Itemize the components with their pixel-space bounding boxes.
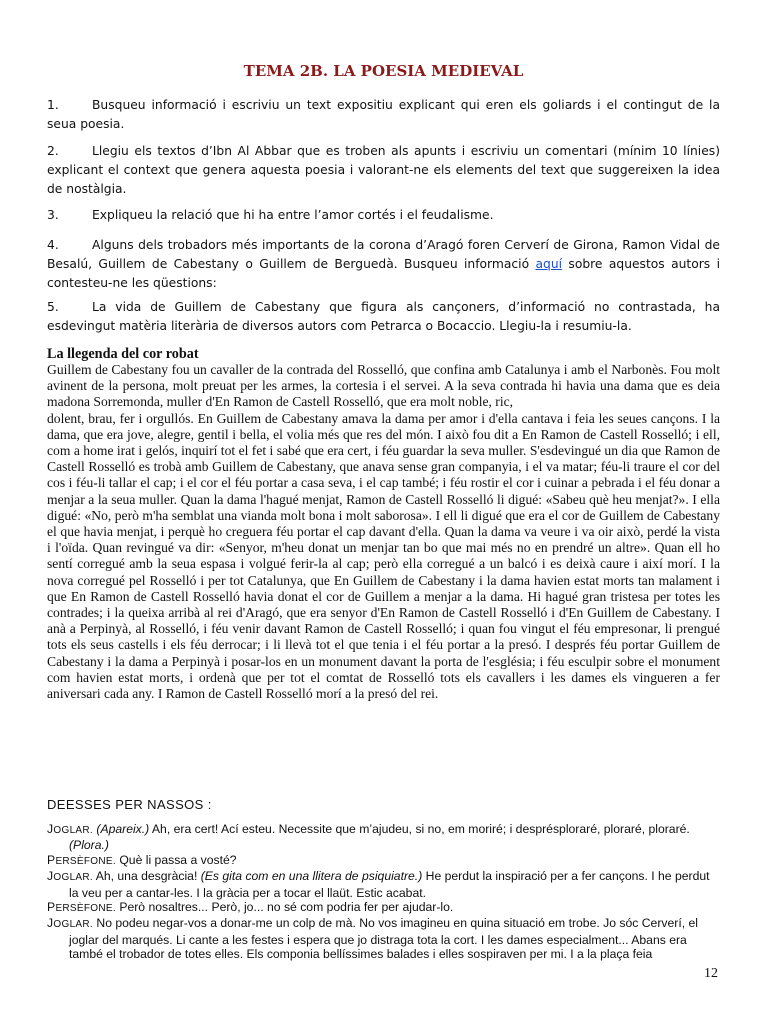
- question-text-after: sobre aquestos autors i contesteu-ne les qüestions:: [47, 257, 720, 290]
- question-text-before: Alguns dels trobadors més importants de la corona d’Aragó foren Cerverí de Girona, Ramon Vidal de Besalú, Guillem de Cabestany o Guillem de Berguedà. Busqueu informació: [47, 238, 720, 271]
- dialogue-text: He perdut la inspiració per a fer cançons. I he perdut la veu per a cantar-les. I la gràcia per a tocar el llaüt. Estic acabat.: [69, 869, 710, 900]
- dialogue: [47, 822, 720, 962]
- question-number: 4.: [47, 238, 59, 252]
- dialogue-line: [47, 853, 720, 869]
- speaker-name: JOGLAR.: [47, 822, 93, 836]
- page-number: 12: [704, 966, 718, 981]
- page-title: TEMA 2B. LA POESIA MEDIEVAL: [243, 62, 524, 80]
- question-text: Busqueu informació i escriviu un text expositiu explicant qui eren els goliards i el contingut de la seua poesia.: [47, 98, 720, 131]
- question-number: 5.: [47, 300, 59, 314]
- speaker-name: JOGLAR.: [47, 916, 93, 931]
- speaker-name: JOGLAR.: [47, 869, 93, 884]
- question-4: [47, 236, 720, 293]
- aqui-link[interactable]: aquí: [535, 257, 563, 271]
- dialogue-text: No podeu negar-vos a donar-me un colp de mà. No vos imagineu en quina situació em trobe. Jo sóc Cerverí, el joglar del marqués. Li cante a les festes i espera que jo distraga tota la cort. I les dames especialment... Abans era també el trobador de totes elles. Els componia bellíssimes balades i elles sospiraven per mi. I a la plaça feia: [69, 916, 698, 962]
- question-5: [47, 298, 720, 336]
- deesses-title: DEESSES PER NASSOS :: [47, 797, 212, 812]
- question-text: Llegiu els textos d’Ibn Al Abbar que es troben als apunts i escriviu un comentari (mínim 10 línies) explicant el context que genera aquesta poesia i valorant-ne els elements del text que suggereixen la idea de nostàlgia.: [47, 144, 720, 196]
- question-text: La vida de Guillem de Cabestany que figura als cançoners, d’informació no contrastada, ha esdevingut matèria literària de diversos autors com Petrarca o Bocaccio. Llegiu-la i resumiu-la.: [47, 300, 720, 333]
- question-number: 1.: [47, 98, 59, 112]
- dialogue-text: Ah, era cert! Ací esteu. Necessite que m’ajudeu, si no, em moriré; i desprésploraré, ploraré, ploraré.: [149, 822, 690, 836]
- dialogue-text: Ah, una desgràcia!: [93, 869, 201, 884]
- stage-direction: (Apareix.): [96, 822, 150, 836]
- question-number: 2.: [47, 144, 59, 158]
- dialogue-line: [47, 916, 720, 961]
- legend-title: La llegenda del cor robat: [47, 346, 199, 362]
- legend-paragraph-2: dolent, brau, fer i orgullós. En Guillem de Cabestany amava la dama per amor i d'ella cantava i feia les seues cançons. I la dama, que era jove, alegre, gentil i bella, el volia més que res del món. I això fou dit a En Ramon de Castell Rosselló; i ell, com a home irat i gelós, inquirí tot el fet i sabé que era cert, i féu guardar la seva muller. S'esdevingué un dia que Ramon de Castell Rosselló es trobà amb Guillem de Cabestany, que anava sense gran companyia, i el va matar; féu-li traure el cor del cos i féu-li tallar el cap; i el cor el féu portar a casa seva, i el cap també; i féu rostir el cor i cuinar a pebrada i el féu donar a menjar a la seua muller. Quan la dama l'hagué menjat, Ramon de Castell Rosselló li digué: «Sabeu què heu menjat?». I ella digué: «No, però m'ha semblat una vianda molt bona i molt saborosa». I ell li digué que era el cor de Guillem de Cabestany el que havia menjat, i perquè ho creguera féu portar el cap davant d'ella. Quan la dama va veure i va oir això, perdé la vista i l'oïda. Quan revingué va dir: «Senyor, m'heu donat un menjar tan bo que mai més no en prendré un altre». Quan ell ho sentí corregué amb la seua espasa i volgué ferir-la al cap; però ella corregué a un balcó i es deixà caure i així morí. I la nova corregué pel Rosselló i per tot Catalunya, que En Guillem de Cabestany i la dama havien estat morts tan malament i que En Ramon de Castell Rosselló havia donat el cor de Guillem a menjar a la dama. Hi hagué gran tristesa per totes les contrades; i la queixa arribà al rei d'Aragó, que era senyor d'En Ramon de Castell Rosselló i d'En Guillem de Cabestany. I anà a Perpinyà, al Rosselló, i féu venir davant Ramon de Castell Rosselló; i quan fou vingut el féu empresonar, li prengué tots els seus castells i els féu derrocar; i li llevà tot el que tenia i el féu portar a la presó. I després féu portar Guillem de Cabestany i la dama a Perpinyà i posar-los en un monument davant la porta de l'església; i féu esculpir sobre el monument com havien estat morts, i ordenà que per tot el comtat de Rosselló tots els cavallers i les dames els vingueren a fer aniversari cada any. I Ramon de Castell Rosselló morí a la presó del rei.: [47, 410, 720, 702]
- dialogue-line: [47, 822, 720, 853]
- question-number: 3.: [47, 208, 59, 222]
- question-3: [47, 206, 720, 225]
- dialogue-line: [47, 900, 720, 916]
- dialogue-line: [47, 869, 720, 900]
- stage-direction: (Plora.): [69, 838, 109, 853]
- stage-direction: (Es gita com en una llitera de psiquiatre.): [200, 869, 423, 884]
- speaker-name: PERSÈFONE.: [47, 900, 116, 915]
- question-text: Expliqueu la relació que hi ha entre l’amor cortés i el feudalisme.: [92, 208, 494, 222]
- question-2: [47, 142, 720, 199]
- dialogue-text: Què li passa a vosté?: [115, 852, 237, 867]
- speaker-name: PERSÈFONE.: [47, 852, 116, 867]
- dialogue-text: Però nosaltres... Però, jo... no sé com podria fer per ajudar-lo.: [115, 900, 454, 915]
- legend-paragraph-1: Guillem de Cabestany fou un cavaller de la contrada del Rosselló, que confina amb Catalunya i amb el Narbonès. Fou molt avinent de la persona, molt preuat per les armes, la cortesia i el servei. A la seva contrada hi havia una dama que es deia madona Sorremonda, muller d'En Ramon de Castell Rosselló, que era molt noble, ric,: [47, 362, 720, 410]
- legend-body: [47, 362, 720, 702]
- question-1: [47, 96, 720, 134]
